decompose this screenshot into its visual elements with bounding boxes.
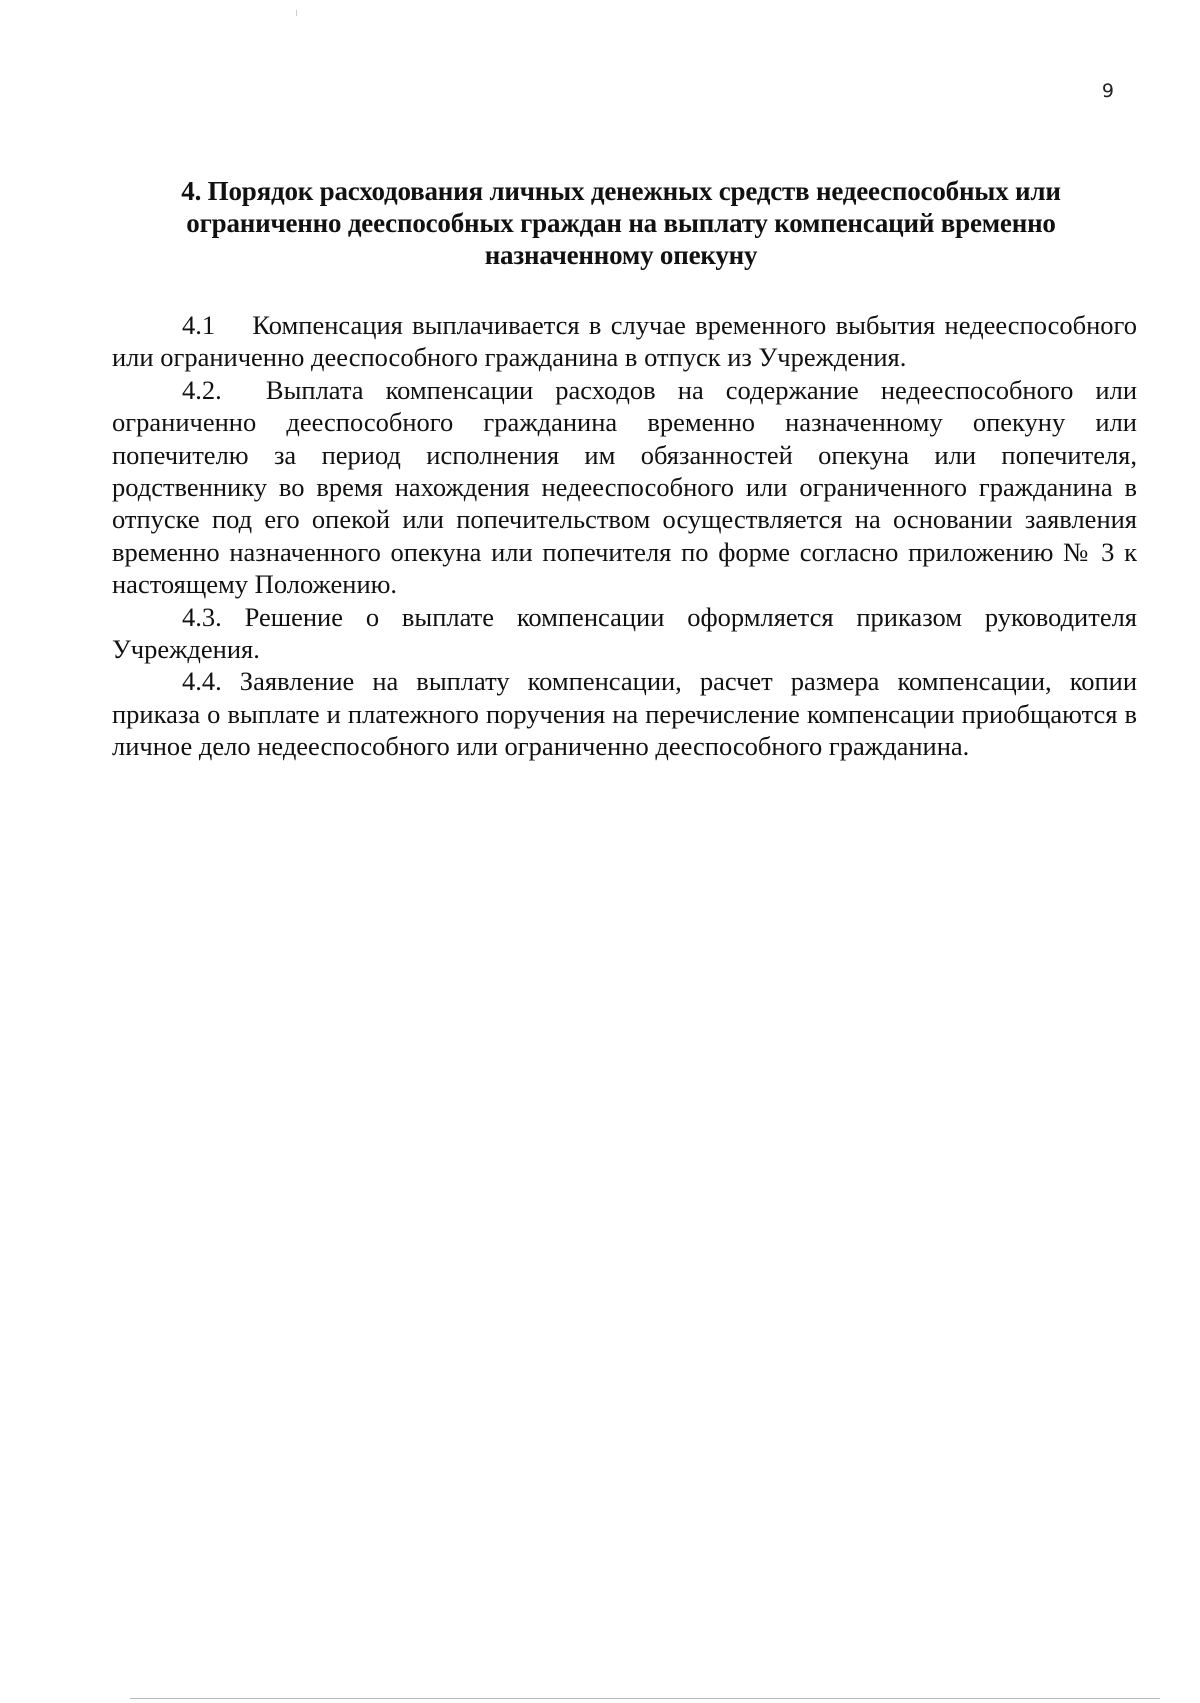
clause-paragraph: [112, 601, 1137, 666]
clause-paragraph: [112, 374, 1137, 601]
scan-artifact: [296, 10, 297, 16]
clause-paragraph: [112, 309, 1137, 374]
clause-text: Решение о выплате компенсации оформляется приказом руководителя Учреждения.: [112, 601, 1137, 665]
clause-text: Компенсация выплачивается в случае временного выбытия недееспособного или ограниченно дееспособного гражданина в отпуск из Учреждения.: [112, 310, 1138, 373]
clause-text: Заявление на выплату компенсации, расчет размера компенсации, копии приказа о выплате и платежного поручения на перечисление компенсации приобщаются в личное дело недееспособного или ограниченно дееспособного гражданина.: [112, 666, 1138, 762]
document-body: [112, 309, 1137, 763]
clause-text: Выплата компенсации расходов на содержание недееспособного или ограниченно дееспособного гражданина временно назначенному опекуну или попечителю за период исполнения им обязанностей опекуна или попечителя, родственнику во время нахождения недееспособного или ограниченного гражданина в отпуске под его опекой или попечительством осуществляется на основании заявления временно назначенного опекуна или попечителя по форме согласно приложению № 3 к настоящему Положению.: [112, 374, 1137, 600]
section-title: 4. Порядок расходования личных денежных средств недееспособных или ограниченно дееспособных граждан на выплату компенсаций временно назначенному опекуну: [181, 176, 1061, 270]
clause-paragraph: [112, 665, 1137, 762]
clause-number: 4.2.: [182, 374, 222, 405]
page-number: 9: [1101, 80, 1114, 102]
clause-number: 4.1: [182, 310, 216, 340]
scan-edge-line: [130, 1698, 1160, 1699]
clause-number: 4.3.: [182, 601, 222, 632]
clause-number: 4.4.: [182, 666, 222, 697]
